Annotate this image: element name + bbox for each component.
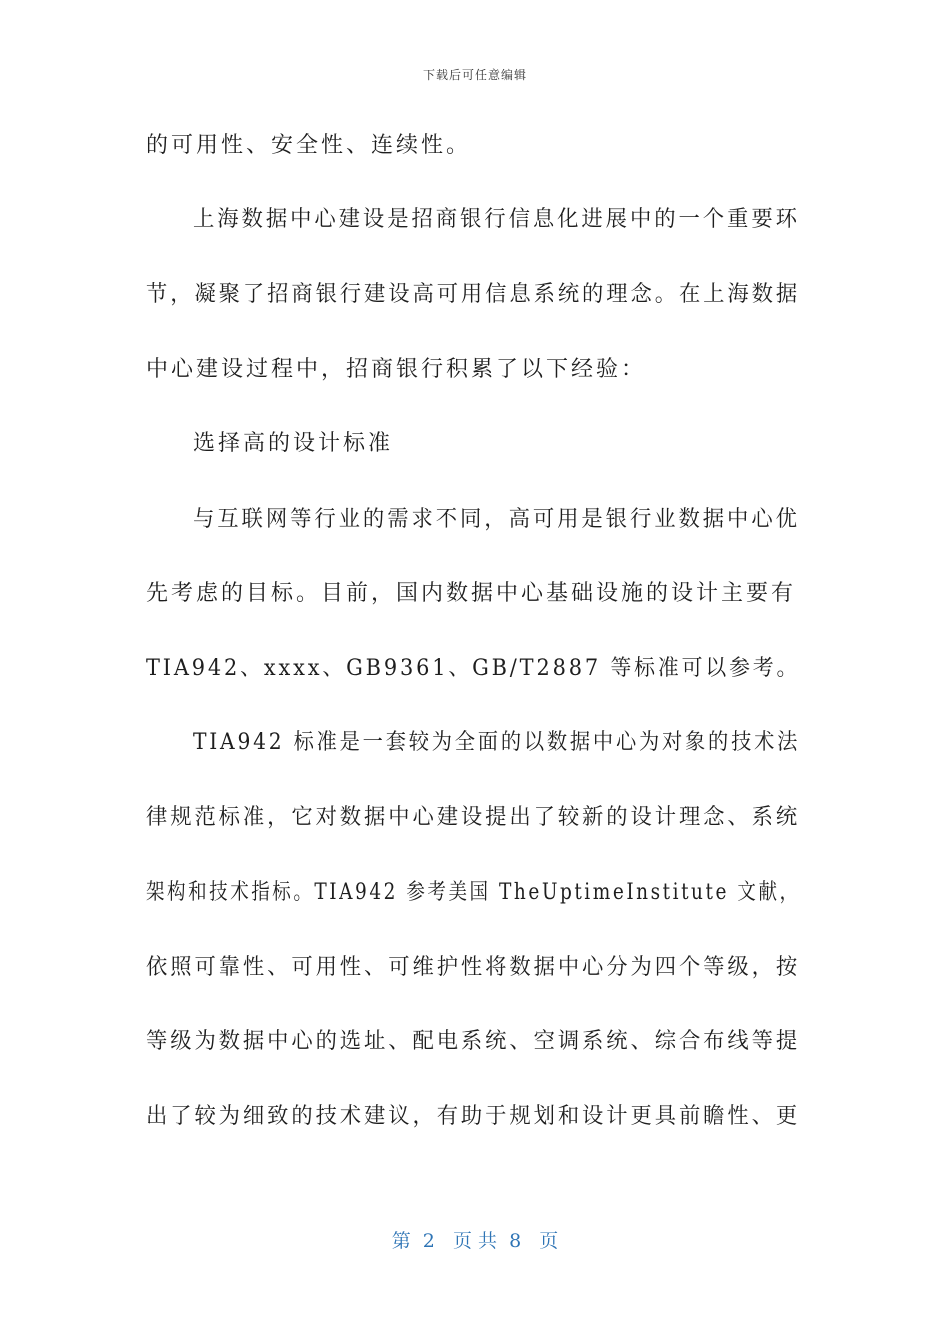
paragraph-line: 中心建设过程中，招商银行积累了以下经验： bbox=[146, 357, 647, 382]
section-heading: 选择高的设计标准 bbox=[193, 431, 394, 456]
paragraph-line: 架构和技术指标。TIA942 参考美国 TheUptimeInstitute 文献， bbox=[146, 880, 801, 905]
paragraph-line: 的可用性、安全性、连续性。 bbox=[146, 133, 472, 158]
paragraph-line: 出了较为细致的技术建议，有助于规划和设计更具前瞻性、更 bbox=[146, 1104, 801, 1129]
paragraph-line: TIA942 标准是一套较为全面的以数据中心为对象的技术法 bbox=[193, 730, 801, 755]
paragraph-line: 节，凝聚了招商银行建设高可用信息系统的理念。在上海数据 bbox=[146, 282, 801, 307]
paragraph-line: 依照可靠性、可用性、可维护性将数据中心分为四个等级，按 bbox=[146, 955, 801, 980]
paragraph-line: 律规范标准，它对数据中心建设提出了较新的设计理念、系统 bbox=[146, 805, 801, 830]
page-number-footer: 第 2 页 共 8 页 bbox=[391, 1230, 559, 1252]
paragraph-line: TIA942、xxxx、GB9361、GB/T2887 等标准可以参考。 bbox=[146, 656, 801, 681]
paragraph-line: 与互联网等行业的需求不同，高可用是银行业数据中心优 bbox=[193, 507, 800, 532]
paragraph-line: 上海数据中心建设是招商银行信息化进展中的一个重要环 bbox=[193, 207, 800, 232]
paragraph-line: 等级为数据中心的选址、配电系统、空调系统、综合布线等提 bbox=[146, 1029, 801, 1054]
header-note: 下载后可任意编辑 bbox=[422, 68, 527, 82]
paragraph-line: 先考虑的目标。目前，国内数据中心基础设施的设计主要有 bbox=[146, 581, 797, 606]
